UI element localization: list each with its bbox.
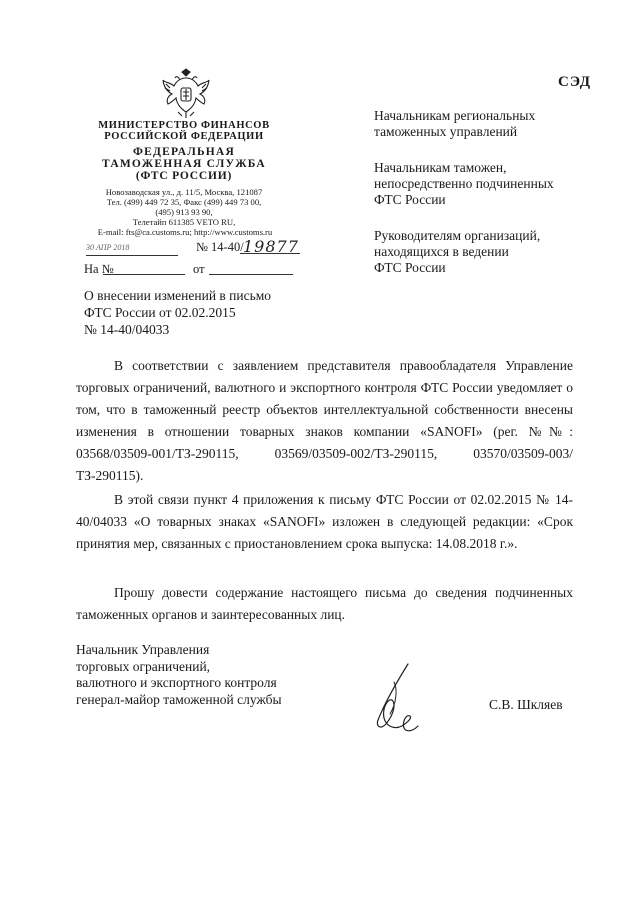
reference-date-label: от <box>193 262 205 276</box>
reference-number-label: На № <box>84 262 114 276</box>
registration-date: 30 АПР 2018 <box>86 243 178 256</box>
letter-subject <box>84 287 271 338</box>
recipient-line: таможенных управлений <box>374 124 518 139</box>
recipient-line: ФТС России <box>374 260 446 275</box>
recipient-organization-heads <box>374 228 594 276</box>
body-paragraph-2: В этой связи пункт 4 приложения к письму ФТС России от 02.02.2015 № 14-40/04033 «О товарных знаках «SANOFI» изложен в следующей редакции: «Срок принятия мер, связанных с приостановлением срока выпуска: 14.08.2018 г.». <box>76 492 573 551</box>
subject-line1: О внесении изменений в письмо <box>84 288 272 303</box>
recipient-line: находящихся в ведении <box>374 244 509 259</box>
signatory-title <box>76 642 282 708</box>
address-line2: Тел. (499) 449 72 35, Факс (499) 449 73 00, <box>106 197 262 207</box>
ministry-name-line1: МИНИСТЕРСТВО ФИНАНСОВ <box>98 120 270 131</box>
service-name-line1: ФЕДЕРАЛЬНАЯ <box>133 146 235 158</box>
address-line1: Новозаводская ул., д. 11/5, Москва, 121087 <box>105 187 263 197</box>
body-paragraph-3: Прошу довести содержание настоящего письма до сведения подчиненных таможенных органов и заинтересованных лиц. <box>76 585 573 622</box>
reference-date-underline <box>209 274 293 275</box>
signatory-title-line: валютного и экспортного контроля <box>76 675 277 690</box>
registration-number-underline <box>240 253 300 254</box>
signatory-title-line: торговых ограничений, <box>76 658 211 674</box>
handwritten-signature <box>368 660 438 738</box>
service-name-line2: ТАМОЖЕННАЯ СЛУЖБА <box>102 158 266 170</box>
registration-number-label: № 14-40/ <box>196 240 244 254</box>
subject-line2: ФТС России от 02.02.2015 <box>84 305 236 320</box>
recipient-line: Начальникам региональных <box>374 108 536 123</box>
ministry-name-line2: РОССИЙСКОЙ ФЕДЕРАЦИИ <box>104 131 264 142</box>
recipient-regional-administrations <box>374 108 594 140</box>
subject-line3: № 14-40/04033 <box>84 322 170 337</box>
recipient-line: Руководителям организаций, <box>374 228 541 243</box>
address-line3: (495) 913 93 90, <box>155 207 213 217</box>
coat-of-arms-emblem <box>160 68 212 120</box>
body-paragraph-1: В соответствии с заявлением представителя правообладателя Управление торговых ограничений, валютного и экспортного контроля ФТС России уведомляет о том, что в таможенный реестр объектов интеллектуальной собственности внесены изменения в отношении товарных знаков компании «SANOFI» (рег. №№: 03568/03509-001/ТЗ-290115, 03569/03509-002/ТЗ-290115, 03570/03509-003/ТЗ-290115). <box>76 358 573 483</box>
recipient-line: Начальникам таможен, <box>374 160 507 175</box>
signatory-title-line: Начальник Управления <box>76 642 210 657</box>
sed-mark: СЭД <box>558 74 592 90</box>
recipient-customs-heads <box>374 160 594 208</box>
registration-number-handwritten: 19877 <box>243 237 299 256</box>
recipient-line: непосредственно подчиненных <box>374 176 554 191</box>
service-name-line3: (ФТС РОССИИ) <box>135 170 233 182</box>
address-line5: E-mail: fts@ca.customs.ru; http://www.customs.ru <box>97 227 273 237</box>
recipient-line: ФТС России <box>374 192 446 207</box>
signatory-name: С.В. Шкляев <box>489 697 563 712</box>
address-line4: Телетайп 611385 VETO RU, <box>132 217 236 227</box>
reference-number-underline <box>103 274 185 275</box>
signatory-title-line: генерал-майор таможенной службы <box>76 691 282 707</box>
